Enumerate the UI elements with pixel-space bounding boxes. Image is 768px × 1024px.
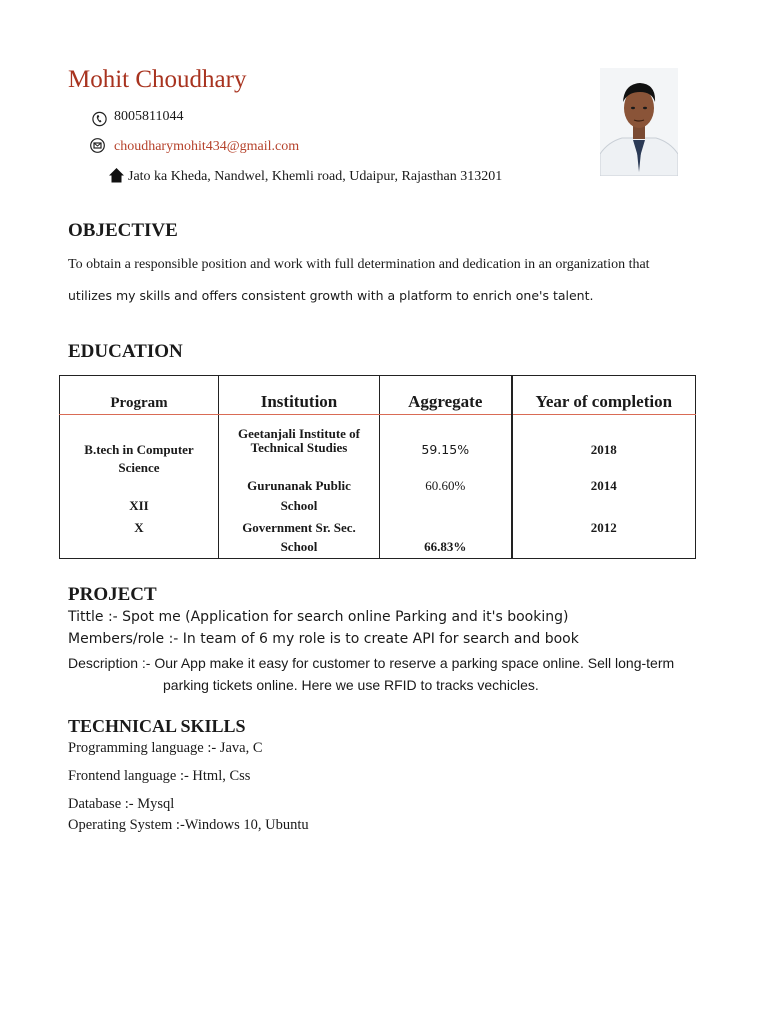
table-header-row — [60, 376, 696, 415]
candidate-name: Mohit Choudhary — [68, 66, 247, 93]
column-header-year: Year of completion — [512, 376, 696, 415]
column-header-institution: Institution — [219, 376, 380, 415]
table-row — [60, 415, 696, 559]
skill-os: Operating System :-Windows 10, Ubuntu — [68, 817, 309, 833]
year-btech: 2018 — [590, 442, 617, 457]
institution-gurunanak: Gurunanak Public — [247, 478, 351, 493]
year-x: 2012 — [590, 520, 617, 535]
institution-geetanjali: Geetanjali Institute of — [237, 426, 361, 441]
program-btech-cont: Science — [118, 460, 160, 475]
program-cell — [60, 415, 219, 559]
aggregate-xii: 60.60% — [425, 478, 466, 493]
program-x: X — [134, 520, 144, 535]
email-link[interactable]: choudharymohit434@gmail.com — [114, 139, 300, 154]
project-heading: PROJECT — [68, 584, 157, 605]
institution-gurunanak-cont: School — [280, 498, 318, 513]
institution-government: Government Sr. Sec. — [242, 520, 356, 535]
aggregate-cell — [380, 415, 512, 559]
aggregate-btech: 59.15% — [421, 442, 470, 457]
email-row — [90, 139, 390, 159]
skills-heading: TECHNICAL SKILLS — [68, 716, 246, 736]
home-icon — [108, 167, 125, 189]
institution-geetanjali-cont: Technical Studies — [250, 440, 348, 455]
phone-number: 8005811044 — [114, 109, 184, 124]
institution-government-cont: School — [280, 539, 318, 554]
project-description-line-2: parking tickets online. Here we use RFID to tracks vechicles. — [163, 677, 539, 693]
project-title: Tittle :- Spot me (Application for search online Parking and it's booking) — [68, 609, 569, 625]
project-description-line-1: Description :- Our App make it easy for customer to reserve a parking space online. Sell long-term — [68, 655, 675, 671]
year-cell — [512, 415, 696, 559]
project-members: Members/role :- In team of 6 my role is to create API for search and book — [68, 631, 579, 647]
address-row — [108, 169, 548, 189]
column-header-aggregate: Aggregate — [380, 376, 512, 415]
year-xii: 2014 — [590, 478, 617, 493]
skill-frontend: Frontend language :- Html, Css — [68, 768, 251, 784]
phone-icon — [92, 111, 107, 132]
skill-programming: Programming language :- Java, C — [68, 740, 263, 756]
profile-photo — [600, 68, 678, 176]
objective-line-1: To obtain a responsible position and work with full determination and dedication in an organization that — [68, 257, 650, 272]
aggregate-x: 66.83% — [424, 539, 467, 554]
email-icon — [90, 138, 105, 158]
objective-line-2: utilizes my skills and offers consistent growth with a platform to enrich one's talent. — [68, 288, 594, 303]
institution-cell — [219, 415, 380, 559]
program-btech: B.tech in Computer — [84, 442, 194, 457]
address-text: Jato ka Kheda, Nandwel, Khemli road, Udaipur, Rajasthan 313201 — [128, 169, 503, 184]
education-heading: EDUCATION — [68, 341, 183, 362]
objective-heading: OBJECTIVE — [68, 220, 178, 241]
education-table — [59, 375, 696, 559]
skill-database: Database :- Mysql — [68, 796, 175, 812]
phone-row — [90, 109, 350, 129]
column-header-program: Program — [60, 376, 219, 415]
program-xii: XII — [129, 498, 149, 513]
